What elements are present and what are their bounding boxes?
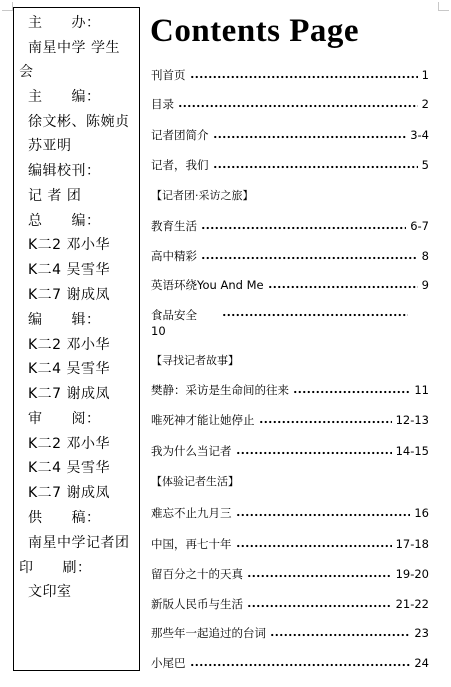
- toc-page-number: 24: [414, 656, 429, 670]
- toc-row: [151, 126, 429, 144]
- staff-line: K二7 谢成凤: [28, 485, 111, 501]
- toc-entry-title: 记者团简介: [151, 128, 209, 142]
- staff-line: K二2 邓小华: [28, 436, 111, 452]
- toc-page-number: 5: [421, 158, 429, 172]
- staff-line: K二2 邓小华: [28, 237, 111, 253]
- staff-line: 总 编：: [28, 213, 101, 229]
- dot-leader: [190, 663, 411, 667]
- toc-entry-title: 中国，再七十年: [151, 537, 232, 551]
- toc-entry-title: 刊首页: [151, 68, 186, 82]
- staff-line: K二7 谢成凤: [28, 287, 111, 303]
- toc-row: [151, 624, 429, 642]
- crop-mark-left: [2, 2, 13, 11]
- dot-leader: [222, 313, 408, 317]
- toc-entry-title: 樊静：采访是生命间的往来: [151, 383, 289, 397]
- section-heading: 【寻找记者故事】: [151, 354, 239, 367]
- staff-line: K二7 谢成凤: [28, 386, 111, 402]
- toc-row: [151, 381, 429, 399]
- dot-leader: [268, 285, 418, 289]
- toc-row: [151, 156, 429, 174]
- staff-line: 主 编：: [28, 89, 101, 105]
- toc-page-number: 11: [414, 383, 429, 397]
- toc-page-number: 3-4: [410, 128, 429, 142]
- toc-entry-title: 英语环绕You And Me: [151, 278, 264, 292]
- toc-page-number: 23: [414, 626, 429, 640]
- toc-page-number: 12-13: [395, 413, 429, 427]
- dot-leader: [236, 451, 392, 455]
- page-title: Contents Page: [150, 13, 360, 49]
- toc-row: [151, 442, 429, 460]
- toc-row: [151, 95, 429, 113]
- toc-entry-title: 唯死神才能让她停止: [151, 413, 255, 427]
- dot-leader: [236, 544, 392, 548]
- staff-line: 印 刷：: [19, 560, 92, 576]
- toc-page-number: 2: [421, 97, 429, 111]
- staff-line: K二4 吴雪华: [28, 262, 111, 278]
- staff-line: 记 者 团: [28, 188, 82, 204]
- staff-line: 会: [19, 64, 34, 80]
- dot-leader: [201, 256, 418, 260]
- dot-leader: [201, 226, 406, 230]
- toc-row: [151, 411, 429, 429]
- toc-row: [151, 217, 429, 235]
- toc-page-number: 10: [151, 324, 166, 338]
- dot-leader: [213, 135, 407, 139]
- toc-row: [151, 66, 429, 84]
- staff-line: K二2 邓小华: [28, 337, 111, 353]
- toc-page-number: 17-18: [395, 537, 429, 551]
- staff-line: 南星中学 学生: [28, 40, 120, 56]
- toc-entry-title: 食品安全: [151, 308, 197, 322]
- staff-line: 审 阅：: [28, 411, 101, 427]
- toc-page-number: 14-15: [395, 444, 429, 458]
- staff-line: 苏亚明: [28, 138, 72, 154]
- toc-entry-title: 教育生活: [151, 219, 197, 233]
- dot-leader: [293, 390, 410, 394]
- staff-line: 文印室: [28, 584, 72, 600]
- staff-line: 徐文彬、陈婉贞: [28, 114, 130, 130]
- dot-leader: [247, 574, 392, 578]
- toc-entry-title: 难忘不止九月三: [151, 506, 232, 520]
- staff-line: K二4 吴雪华: [28, 460, 111, 476]
- toc-row: [151, 565, 429, 583]
- toc-row: [151, 595, 429, 613]
- staff-line: 主 办：: [28, 15, 101, 31]
- toc-page-number: 21-22: [395, 597, 429, 611]
- staff-line: K二4 吴雪华: [28, 361, 111, 377]
- toc-page-number: 6-7: [410, 219, 429, 233]
- section-heading: 【体验记者生活】: [151, 475, 239, 488]
- toc-entry-title: 留百分之十的天真: [151, 567, 243, 581]
- section-heading: 【记者团·采访之旅】: [151, 189, 254, 202]
- dot-leader: [190, 75, 418, 79]
- toc-row: [151, 504, 429, 522]
- dot-leader: [213, 165, 418, 169]
- toc-row: [151, 654, 429, 672]
- toc-row: [151, 247, 429, 265]
- toc-entry-title: 我为什么当记者: [151, 444, 232, 458]
- toc-entry-title: 记者，我们: [151, 158, 209, 172]
- toc-page-number: 1: [421, 68, 429, 82]
- toc-page-number: 8: [421, 249, 429, 263]
- toc-row: [151, 276, 429, 294]
- toc-page-number: 9: [421, 278, 429, 292]
- dot-leader: [259, 420, 392, 424]
- staff-box: [13, 7, 140, 671]
- staff-line: 编 辑：: [28, 312, 101, 328]
- crop-mark-right: [438, 2, 449, 11]
- toc-entry-title: 新版人民币与生活: [151, 597, 243, 611]
- toc-entry-title: 高中精彩: [151, 249, 197, 263]
- toc-entry-title: 那些年一起追过的台词: [151, 626, 266, 640]
- dot-leader: [178, 104, 418, 108]
- dot-leader: [270, 633, 410, 637]
- toc-page-number: 16: [414, 506, 429, 520]
- staff-line: 南星中学记者团: [28, 535, 130, 551]
- toc-row: [151, 535, 429, 553]
- toc-entry-title: 目录: [151, 97, 174, 111]
- staff-line: 供 稿：: [28, 510, 101, 526]
- dot-leader: [236, 513, 411, 517]
- toc-page-number: 19-20: [395, 567, 429, 581]
- toc-entry-title: 小尾巴: [151, 656, 186, 670]
- dot-leader: [247, 604, 392, 608]
- staff-line: 编辑校刊：: [28, 163, 101, 179]
